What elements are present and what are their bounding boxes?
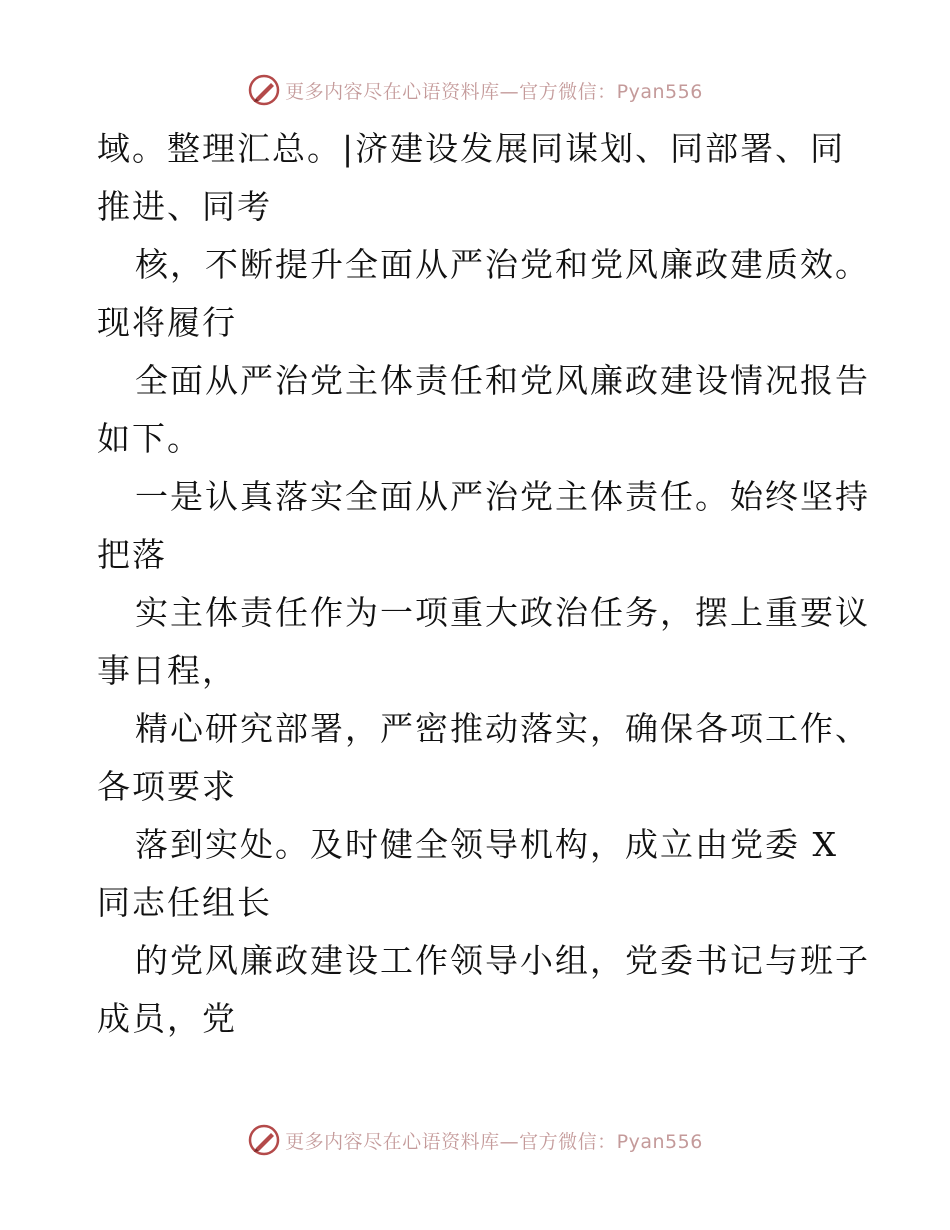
text-line: 一是认真落实全面从严治党主体责任。始终坚持 <box>135 477 870 516</box>
text-line: 事日程， <box>97 651 237 690</box>
pen-logo-icon <box>247 73 281 107</box>
footer-watermark <box>0 1120 950 1160</box>
text-line: 落到实处。及时健全领导机构，成立由党委 X <box>135 825 838 864</box>
pen-logo-icon <box>247 1123 281 1157</box>
text-line: 的党风廉政建设工作领导小组，党委书记与班子 <box>135 941 870 980</box>
text-line: 全面从严治党主体责任和党风廉政建设情况报告 <box>135 361 870 400</box>
header-banner-text: 更多内容尽在心语资料库—官方微信：Pyan556 <box>285 80 703 103</box>
text-line: 域。整理汇总。|济建设发展同谋划、同部署、同 <box>97 129 846 168</box>
text-line: 各项要求 <box>97 767 237 806</box>
text-line: 如下。 <box>97 419 202 458</box>
footer-banner-text: 更多内容尽在心语资料库—官方微信：Pyan556 <box>285 1130 703 1153</box>
header-watermark <box>0 70 950 110</box>
text-line: 同志任组长 <box>97 883 272 922</box>
text-line: 精心研究部署，严密推动落实，确保各项工作、 <box>135 709 870 748</box>
text-line: 推进、同考 <box>97 187 272 226</box>
text-line: 把落 <box>97 535 167 574</box>
text-line: 成员，党 <box>97 999 237 1038</box>
document-body <box>97 120 877 1048</box>
text-line: 现将履行 <box>97 303 237 342</box>
text-line: 实主体责任作为一项重大政治任务，摆上重要议 <box>135 593 870 632</box>
text-line: 核，不断提升全面从严治党和党风廉政建质效。 <box>135 245 870 284</box>
